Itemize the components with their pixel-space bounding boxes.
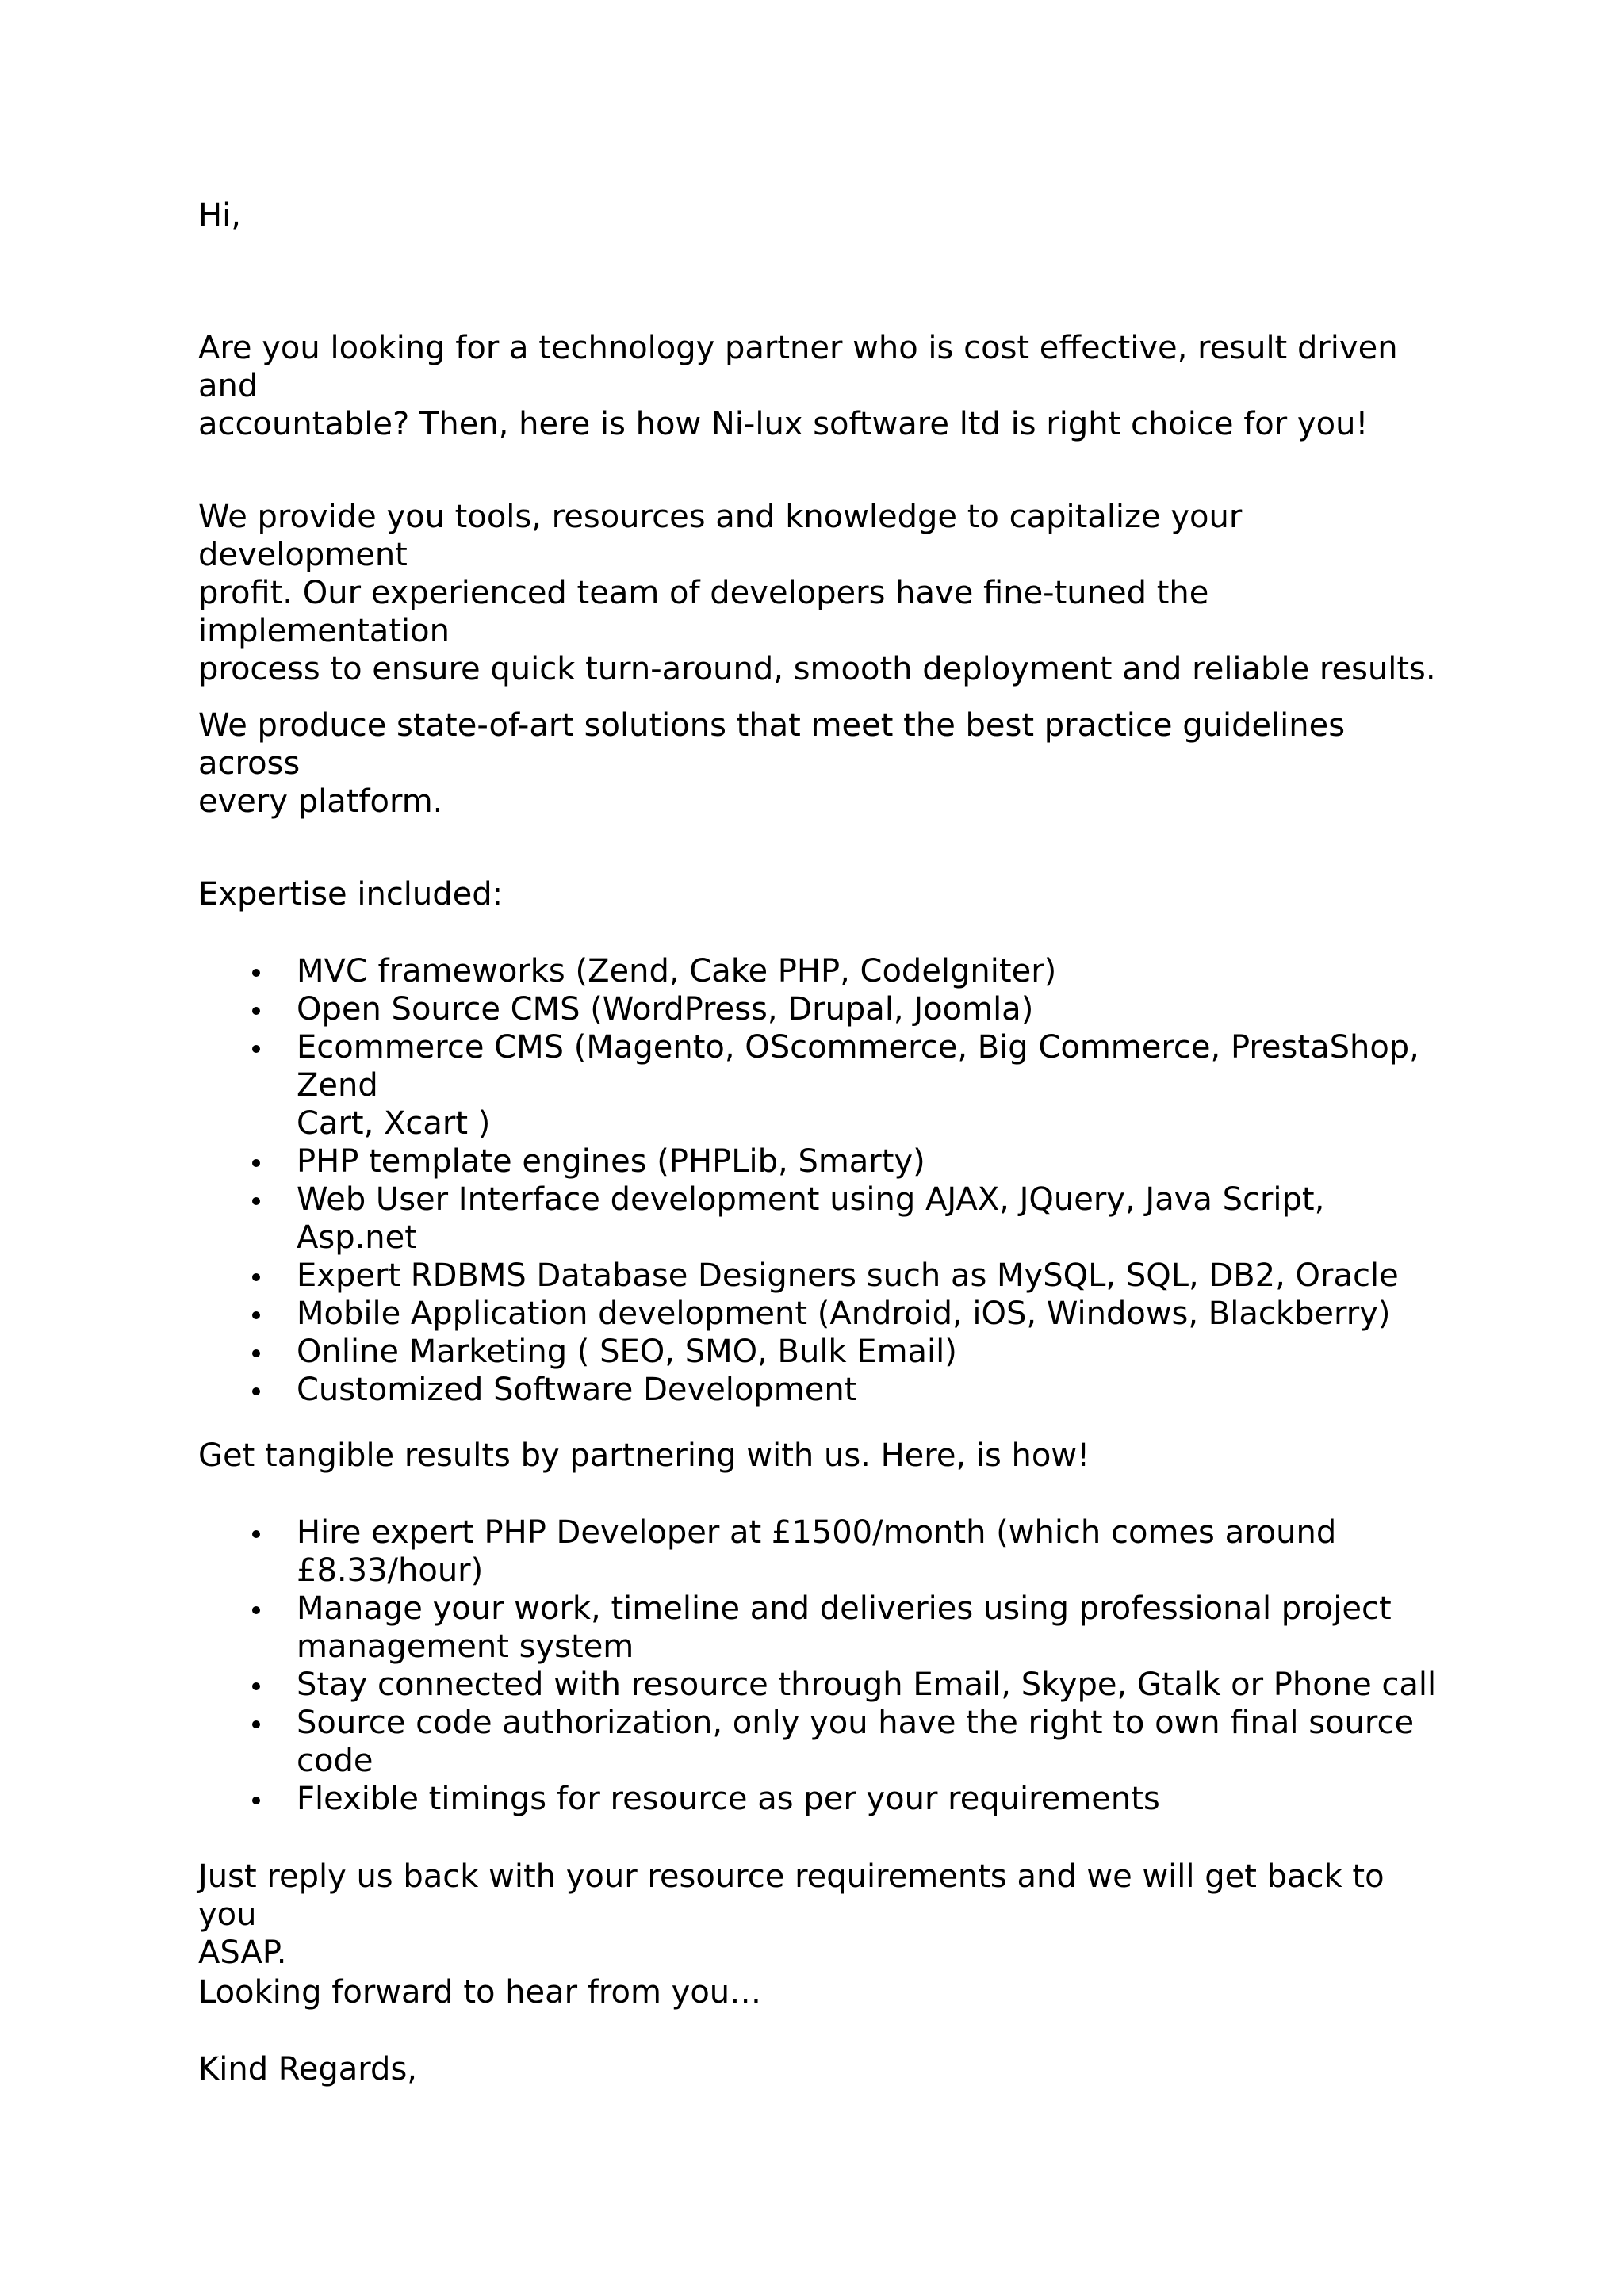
list-item-text: Flexible timings for resource as per your requirements [297,1781,1160,1817]
bullet-icon [252,969,260,977]
list-item [198,1295,1451,1333]
list-item-text: Cart, Xcart ) [297,1105,491,1142]
expertise-list [198,952,1451,1409]
looking-forward: Looking forward to hear from you… [198,1974,762,2011]
bullet-icon [252,1530,260,1538]
list-item-text: management system [297,1628,634,1665]
list-item-text: MVC frameworks (Zend, Cake PHP, Codelgniter) [297,953,1057,989]
bullet-icon [252,1007,260,1015]
list-item [198,1257,1451,1295]
bullet-icon [252,1197,260,1205]
tools-paragraph [198,498,1443,688]
solutions-line: We produce state-of-art solutions that meet the best practice guidelines across [198,707,1346,782]
list-item [198,1666,1451,1704]
list-item-text: Hire expert PHP Developer at £1500/month (which comes around [297,1514,1337,1551]
list-item [198,952,1451,990]
bullet-icon [252,1720,260,1728]
list-item [198,1513,1451,1590]
list-item-text: Ecommerce CMS (Magento, OScommerce, Big Commerce, PrestaShop, Zend [297,1029,1419,1104]
reply-paragraph [198,1858,1443,1972]
list-item [198,1181,1451,1257]
bullet-icon [252,1606,260,1614]
bullet-icon [252,1159,260,1167]
reply-line: Just reply us back with your resource requirements and we will get back to you [198,1858,1385,1933]
intro-line: Are you looking for a technology partner who is cost effective, result driven and [198,330,1398,404]
list-item [198,1371,1451,1409]
intro-line: accountable? Then, here is how Ni-lux software ltd is right choice for you! [198,406,1369,442]
results-heading: Get tangible results by partnering with us. Here, is how! [198,1437,1090,1474]
list-item [198,1590,1451,1666]
bullet-icon [252,1682,260,1690]
list-item-text: £8.33/hour) [297,1552,484,1589]
tools-line: profit. Our experienced team of developers have fine-tuned the implementation [198,575,1209,649]
list-item [198,1780,1451,1818]
bullet-icon [252,1311,260,1319]
list-item-text: Stay connected with resource through Email, Skype, Gtalk or Phone call [297,1667,1437,1703]
results-list [198,1513,1451,1818]
list-item [198,1142,1451,1181]
tools-line: process to ensure quick turn-around, smooth deployment and reliable results. [198,651,1436,687]
greeting: Hi, [198,197,241,234]
list-item [198,990,1451,1028]
expertise-heading: Expertise included: [198,876,504,913]
list-item [198,1704,1451,1780]
list-item-text: Source code authorization, only you have the right to own final source code [297,1705,1415,1779]
bullet-icon [252,1045,260,1053]
list-item-text: PHP template engines (PHPLib, Smarty) [297,1143,925,1180]
solutions-line: every platform. [198,783,443,820]
list-item-text: Manage your work, timeline and deliveries using professional project [297,1590,1392,1627]
sign-off: Kind Regards, [198,2051,417,2087]
tools-line: We provide you tools, resources and knowledge to capitalize your development [198,499,1243,573]
intro-paragraph [198,329,1443,443]
list-item-text: Expert RDBMS Database Designers such as MySQL, SQL, DB2, Oracle [297,1257,1399,1294]
list-item-text: Web User Interface development using AJAX, JQuery, Java Script, Asp.net [297,1181,1325,1256]
list-item-text: Customized Software Development [297,1372,857,1408]
solutions-paragraph [198,706,1443,821]
list-item-text: Open Source CMS (WordPress, Drupal, Joomla) [297,991,1034,1027]
list-item-text: Online Marketing ( SEO, SMO, Bulk Email) [297,1334,957,1370]
list-item [198,1028,1451,1142]
list-item [198,1333,1451,1371]
list-item-text: Mobile Application development (Android, iOS, Windows, Blackberry) [297,1295,1391,1332]
bullet-icon [252,1349,260,1357]
bullet-icon [252,1273,260,1281]
reply-line: ASAP. [198,1934,287,1971]
bullet-icon [252,1387,260,1395]
bullet-icon [252,1797,260,1804]
